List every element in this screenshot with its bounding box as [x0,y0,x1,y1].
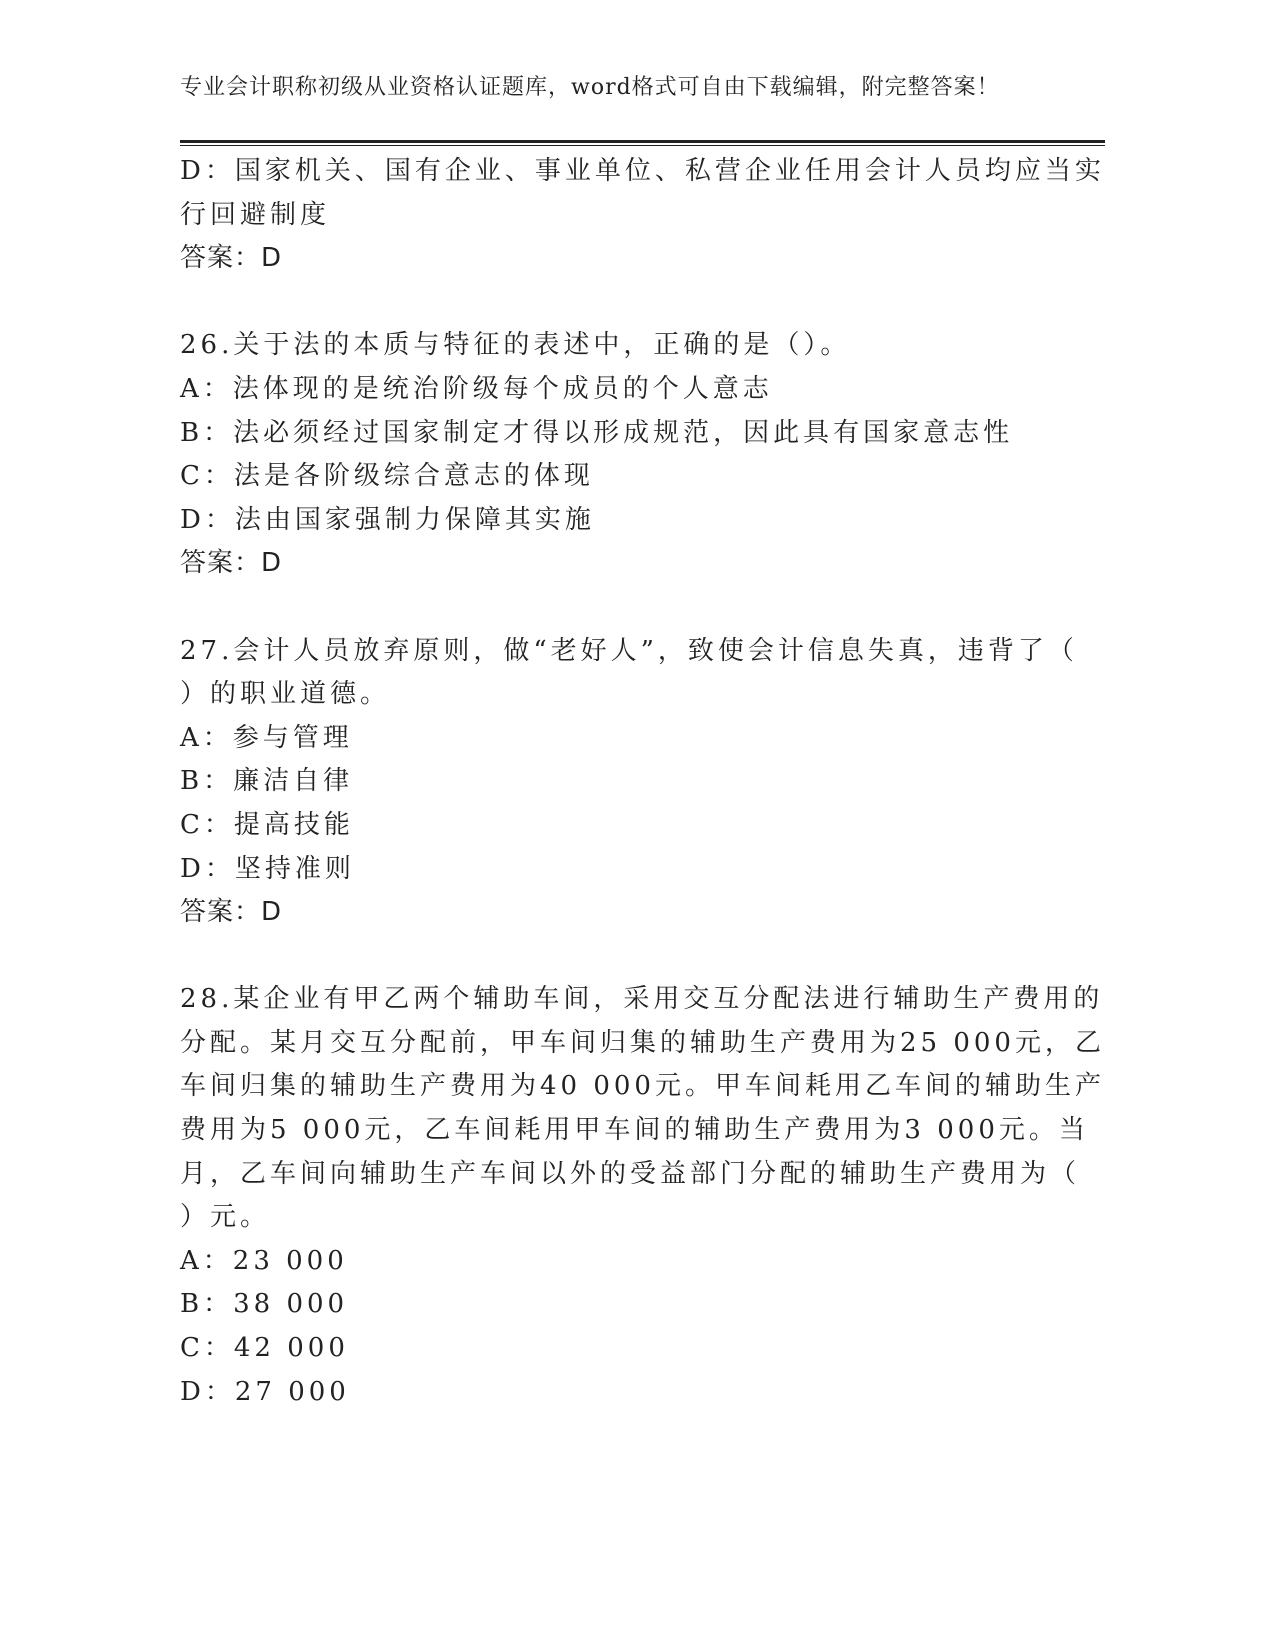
header-divider-thin [180,145,1105,146]
option-d: D：坚持准则 [180,853,355,884]
question-25-tail [180,150,1105,281]
question-27 [180,630,1078,935]
option-a: A：法体现的是统治阶级每个成员的个人意志 [180,373,773,404]
option-c: C：法是各阶级综合意志的体现 [180,461,594,492]
question-stem-continued: ）的职业道德。 [180,679,391,710]
question-stem-continued: 分配。某月交互分配前，甲车间归集的辅助生产费用为25 000元，乙 [180,1027,1105,1058]
question-28 [180,978,1105,1414]
spacer [180,281,1030,325]
option-b: B：法必须经过国家制定才得以形成规范，因此具有国家意志性 [180,417,1014,448]
page-header: 专业会计职称初级从业资格认证题库，word格式可自由下载编辑，附完整答案！ [180,75,1000,100]
answer: 答案：D [180,897,283,928]
question-26 [180,324,1030,586]
option-c: C：42 000 [180,1333,349,1364]
spacer [180,586,1030,630]
answer: 答案：D [180,243,283,274]
question-stem-continued: 费用为5 000元，乙车间耗用甲车间的辅助生产费用为3 000元。当 [180,1115,1089,1146]
option-c: C：提高技能 [180,809,354,840]
question-stem-continued: ）元。 [180,1202,271,1233]
question-stem: 26.关于法的本质与特征的表述中，正确的是（）。 [180,330,851,361]
header-divider-thick [180,140,1105,143]
option-d: D：27 000 [180,1376,350,1407]
question-stem-continued: 车间归集的辅助生产费用为40 000元。甲车间耗用乙车间的辅助生产 [180,1071,1105,1102]
question-stem: 27.会计人员放弃原则，做“老好人”，致使会计信息失真，违背了（ [180,635,1078,666]
option-b: B：廉洁自律 [180,766,354,797]
question-stem-continued: 月，乙车间向辅助生产车间以外的受益部门分配的辅助生产费用为（ [180,1158,1081,1189]
option-d: D：法由国家强制力保障其实施 [180,504,595,535]
option-d: D：国家机关、国有企业、事业单位、私营企业任用会计人员均应当实 [180,156,1105,186]
question-content [180,150,1105,1414]
option-d-continued: 行回避制度 [180,199,331,230]
answer: 答案：D [180,548,283,579]
option-a: A：参与管理 [180,722,353,753]
option-a: A：23 000 [180,1245,348,1276]
spacer [180,935,1030,979]
option-b: B：38 000 [180,1289,349,1320]
question-stem: 28.某企业有甲乙两个辅助车间，采用交互分配法进行辅助生产费用的 [180,984,1104,1015]
